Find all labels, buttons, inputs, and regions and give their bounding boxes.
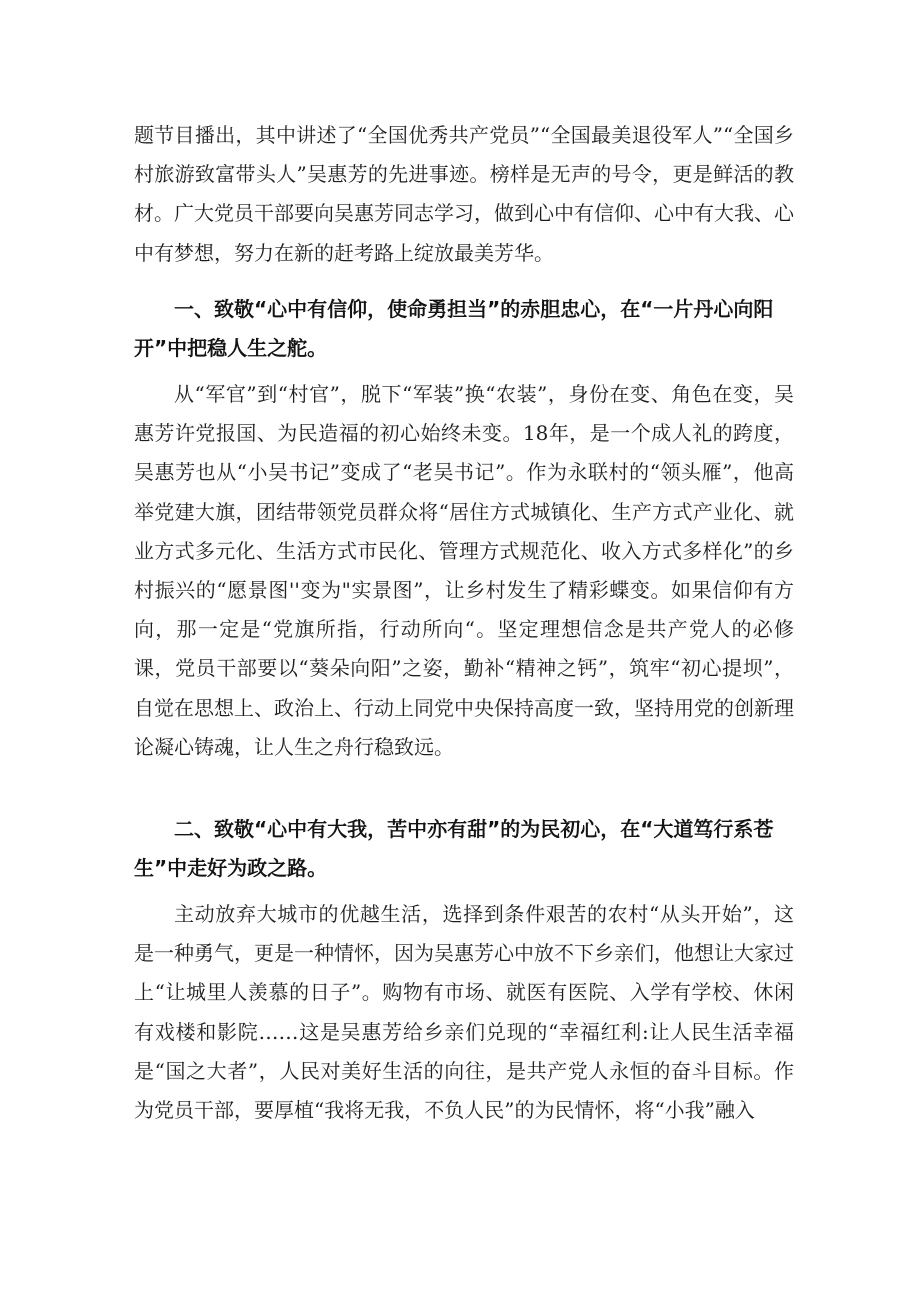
- section-heading-2: 二、致敬“心中有大我，苦中亦有甜”的为民初心，在“大道笃行系苍生”中走好为政之路。: [134, 817, 774, 880]
- intro-paragraph-block: [134, 116, 794, 273]
- section-heading-1: 一、致敬“心中有信仰，使命勇担当”的赤胆忠心，在“一片丹心向阳开”中把稳人生之舵。: [134, 297, 774, 360]
- section-1-paragraph: 从“军官”到“村官”，脱下“军装”换“农装”，身份在变、角色在变，吴惠芳许党报国、为民造福的初心始终未变。18年，是一个成人礼的跨度，吴惠芳也从“小吴书记”变成了“老吴书记”。作为永联村的“领头雁”，他高举党建大旗，团结带领党员群众将“居住方式城镇化、生产方式产业化、就业方式多元化、生活方式市民化、管理方式规范化、收入方式多样化”的乡村振兴的“愿景图''变为"实景图”，让乡村发生了精彩蝶变。如果信仰有方向，那一定是“党旗所指，行动所向“。坚定理想信念是共产党人的必修课，党员干部要以“葵朵向阳”之姿，勤补“精神之钙”，筑牢“初心提坝”，自觉在思想上、政治上、行动上同党中央保持高度一致，坚持用党的创新理论凝心铸魂，让人生之舟行稳致远。: [134, 382, 794, 759]
- section-2-paragraph: 主动放弃大城市的优越生活，选择到条件艰苦的农村“从头开始”，这是一种勇气，更是一种情怀，因为吴惠芳心中放不下乡亲们，他想让大家过上“让城里人羡慕的日子”。购物有市场、就医有医院、入学有学校、休闲有戏楼和影院……这是吴惠芳给乡亲们兑现的“幸福红利:让人民生活幸福是“国之大者”，人民对美好生活的向往，是共产党人永恒的奋斗目标。作为党员干部，要厚植“我将无我，不负人民”的为民情怀，将“小我”融入: [134, 902, 794, 1123]
- intro-paragraph: 题节目播出，其中讲述了“全国优秀共产党员”“全国最美退役军人”“全国乡村旅游致富带头人”吴惠芳的先进事迹。榜样是无声的号令，更是鲜活的教材。广大党员干部要向吴惠芳同志学习，做到心中有信仰、心中有大我、心中有梦想，努力在新的赶考路上绽放最美芳华。: [134, 123, 794, 265]
- section-2-paragraph-block: [134, 895, 794, 1130]
- section-1-paragraph-block: [134, 375, 794, 767]
